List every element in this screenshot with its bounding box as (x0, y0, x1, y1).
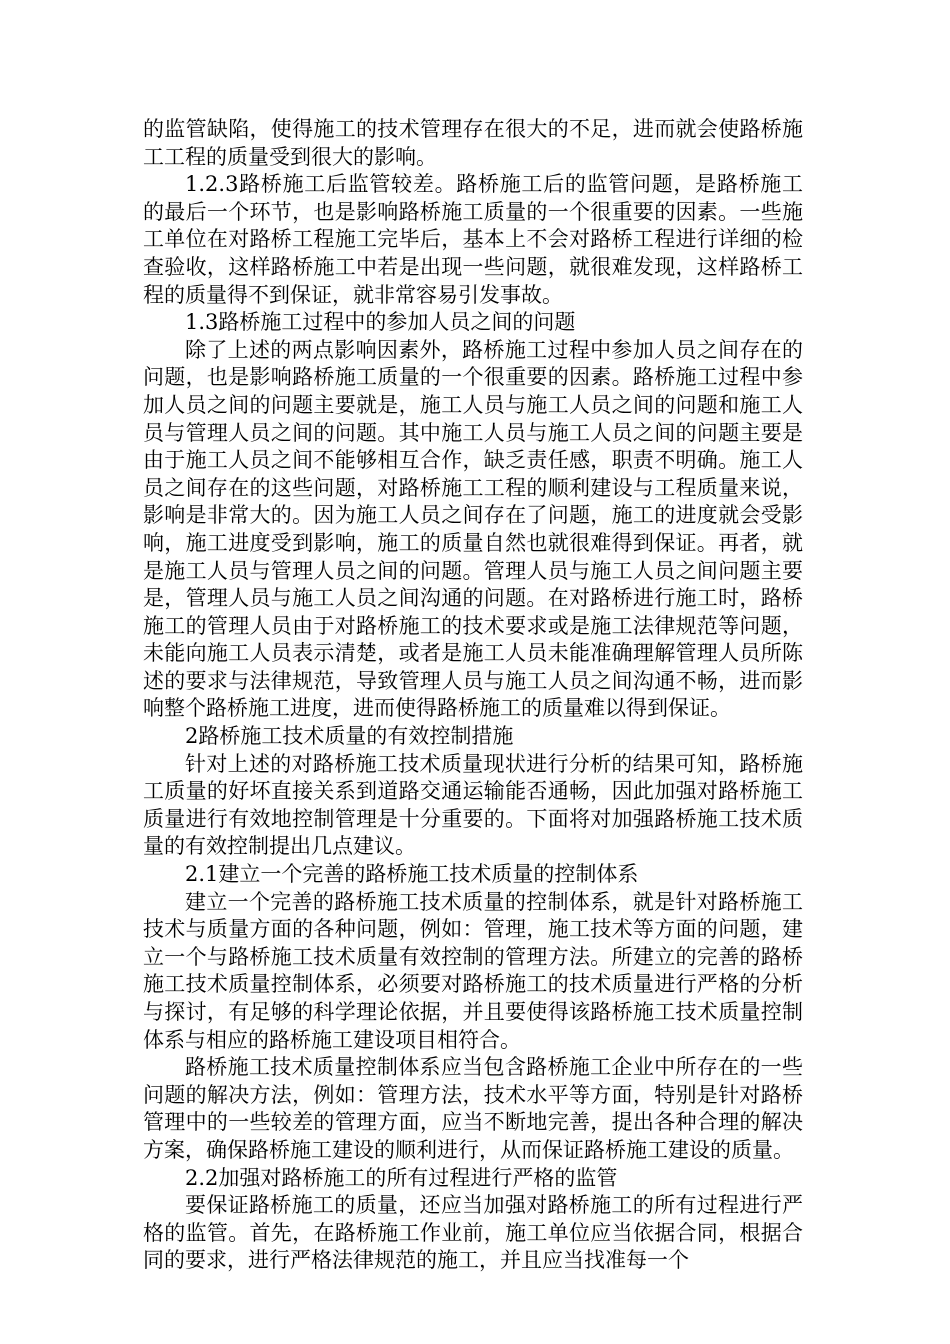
body-paragraph-1-2-3: 1.2.3路桥施工后监管较差。路桥施工后的监管问题，是路桥施工的最后一个环节，也是影响路桥施工质量的一个很重要的因素。一些施工单位在对路桥工程施工完毕后，基本上不会对路桥工程进行详细的检查验收，这样路桥施工中若是出现一些问题，就很难发现，这样路桥工程的质量得不到保证，就非常容易引发事故。 (143, 172, 803, 307)
section-heading-1-3: 1.3路桥施工过程中的参加人员之间的问题 (185, 310, 576, 335)
body-paragraph-2: 针对上述的对路桥施工技术质量现状进行分析的结果可知，路桥施工质量的好坏直接关系到道路交通运输能否通畅，因此加强对路桥施工质量进行有效地控制管理是十分重要的。下面将对加强路桥施工技术质量的有效控制提出几点建议。 (143, 751, 803, 859)
body-paragraph-1-3: 除了上述的两点影响因素外，路桥施工过程中参加人员之间存在的问题，也是影响路桥施工质量的一个很重要的因素。路桥施工过程中参加人员之间的问题主要就是，施工人员与施工人员之间的问题和施工人员与管理人员之间的问题。其中施工人员与施工人员之间的问题主要是由于施工人员之间不能够相互合作，缺乏责任感，职责不明确。施工人员之间存在的这些问题，对路桥施工工程的顺利建设与工程质量来说，影响是非常大的。因为施工人员之间存在了问题，施工的进度就会受影响，施工进度受到影响，施工的质量自然也就很难得到保证。再者，就是施工人员与管理人员之间的问题。管理人员与施工人员之间问题主要是，管理人员与施工人员之间沟通的问题。在对路桥进行施工时，路桥施工的管理人员由于对路桥施工的技术要求或是施工法律规范等问题，未能向施工人员表示清楚，或者是施工人员未能准确理解管理人员所陈述的要求与法律规范，导致管理人员与施工人员之间沟通不畅，进而影响整个路桥施工进度，进而使得路桥施工的质量难以得到保证。 (143, 337, 803, 721)
body-paragraph-2-2: 要保证路桥施工的质量，还应当加强对路桥施工的所有过程进行严格的监管。首先，在路桥施工作业前，施工单位应当依据合同，根据合同的要求，进行严格法律规范的施工，并且应当找准每一个 (143, 1193, 803, 1273)
section-heading-2-1: 2.1建立一个完善的路桥施工技术质量的控制体系 (185, 862, 639, 887)
body-paragraph-2-1-a: 建立一个完善的路桥施工技术质量的控制体系，就是针对路桥施工技术与质量方面的各种问题，例如：管理，施工技术等方面的问题，建立一个与路桥施工技术质量有效控制的管理方法。所建立的完善的路桥施工技术质量控制体系，必须要对路桥施工的技术质量进行严格的分析与探讨，有足够的科学理论依据，并且要使得该路桥施工技术质量控制体系与相应的路桥施工建设项目相符合。 (143, 889, 803, 1052)
body-paragraph-2-1-b: 路桥施工技术质量控制体系应当包含路桥施工企业中所存在的一些问题的解决方法，例如：管理方法，技术水平等方面，特别是针对路桥管理中的一些较差的管理方面，应当不断地完善，提出各种合理的解决方案，确保路桥施工建设的顺利进行，从而保证路桥施工建设的质量。 (143, 1055, 803, 1162)
section-heading-2: 2路桥施工技术质量的有效控制措施 (185, 724, 514, 749)
document-page (143, 116, 803, 1275)
body-paragraph-continuation: 的监管缺陷，使得施工的技术管理存在很大的不足，进而就会使路桥施工工程的质量受到很大的影响。 (143, 117, 803, 169)
section-heading-2-2: 2.2加强对路桥施工的所有过程进行严格的监管 (185, 1165, 618, 1190)
